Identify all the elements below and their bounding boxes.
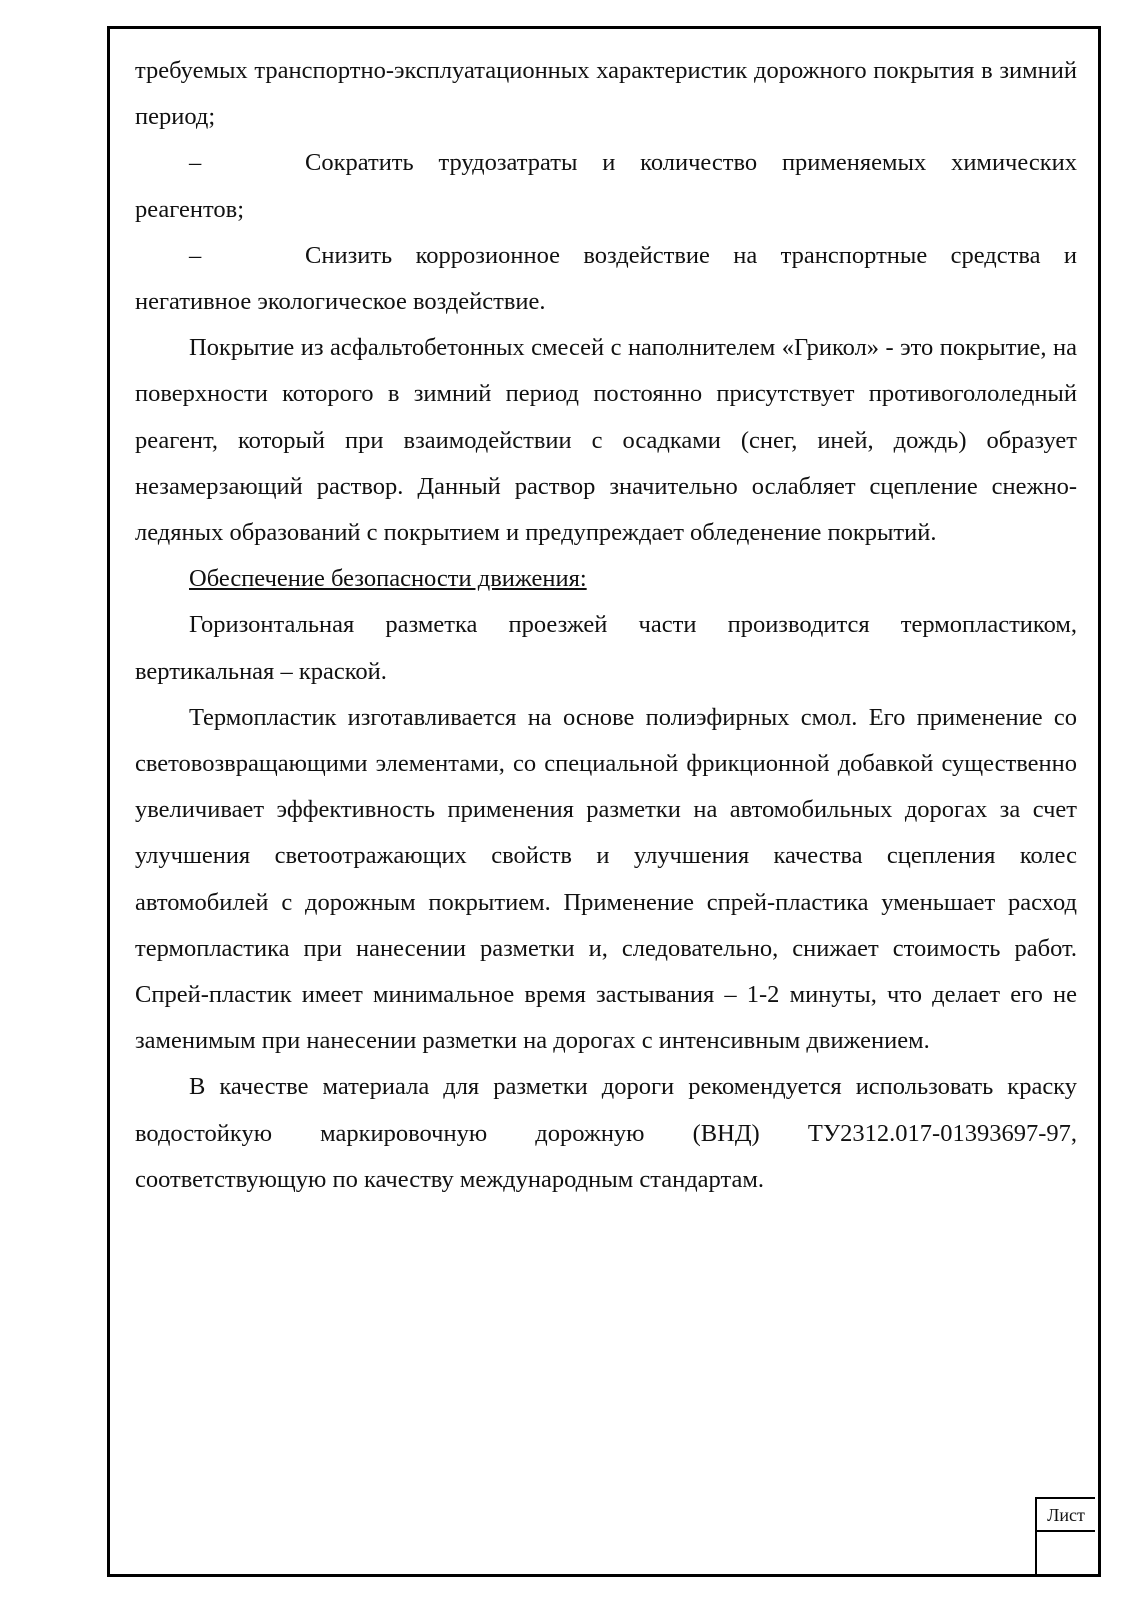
list-item-text: Снизить коррозионное воздействие на транспортные средства и негативное экологическое воздействие. <box>135 241 1077 316</box>
sheet-label: Лист <box>1037 1499 1095 1532</box>
sheet-stamp <box>1035 1497 1095 1577</box>
dash-marker: – <box>189 149 202 177</box>
section-heading <box>135 556 1077 602</box>
list-item-text: Сократить трудозатраты и количество применяемых химических реагентов; <box>135 149 1077 223</box>
paragraph-marking: Горизонтальная разметка проезжей части производится термопластиком, вертикальная – краской. <box>135 611 1077 685</box>
document-body <box>135 48 1077 1203</box>
list-item-reduce-labor <box>135 140 1077 232</box>
dash-marker: – <box>189 241 202 269</box>
list-item-reduce-corrosion <box>135 233 1077 325</box>
paragraph-paint: В качестве материала для разметки дороги рекомендуется использовать краску водостойкую маркировочную дорожную (ВНД) ТУ2312.017-01393697-97, соответствующую по качеству международным стандартам. <box>135 1073 1077 1193</box>
paragraph-grikol: Покрытие из асфальтобетонных смесей с наполнителем «Грикол» - это покрытие, на поверхности которого в зимний период постоянно присутствует противогололедный реагент, который при взаимодействии с осадками (снег, иней, дождь) образует незамерзающий раствор. Данный раствор значительно ослабляет сцепление снежно-ледяных образований с покрытием и предупреждает обледенение покрытий. <box>135 334 1077 547</box>
paragraph-thermoplastic: Термопластик изготавливается на основе полиэфирных смол. Его применение со световозвращающими элементами, со специальной фрикционной добавкой существенно увеличивает эффективность применения разметки на автомобильных дорогах за счет улучшения светоотражающих свойств и улучшения качества сцепления колес автомобилей с дорожным покрытием. Применение спрей-пластика уменьшает расход термопластика при нанесении разметки и, следовательно, снижает стоимость работ. Спрей-пластик имеет минимальное время застывания – 1-2 минуты, что делает его не заменимым при нанесении разметки на дорогах с интенсивным движением. <box>135 703 1077 1055</box>
heading-text: Обеспечение безопасности движения: <box>189 565 587 593</box>
paragraph-continuation: требуемых транспортно-эксплуатационных характеристик дорожного покрытия в зимний период; <box>135 57 1077 131</box>
